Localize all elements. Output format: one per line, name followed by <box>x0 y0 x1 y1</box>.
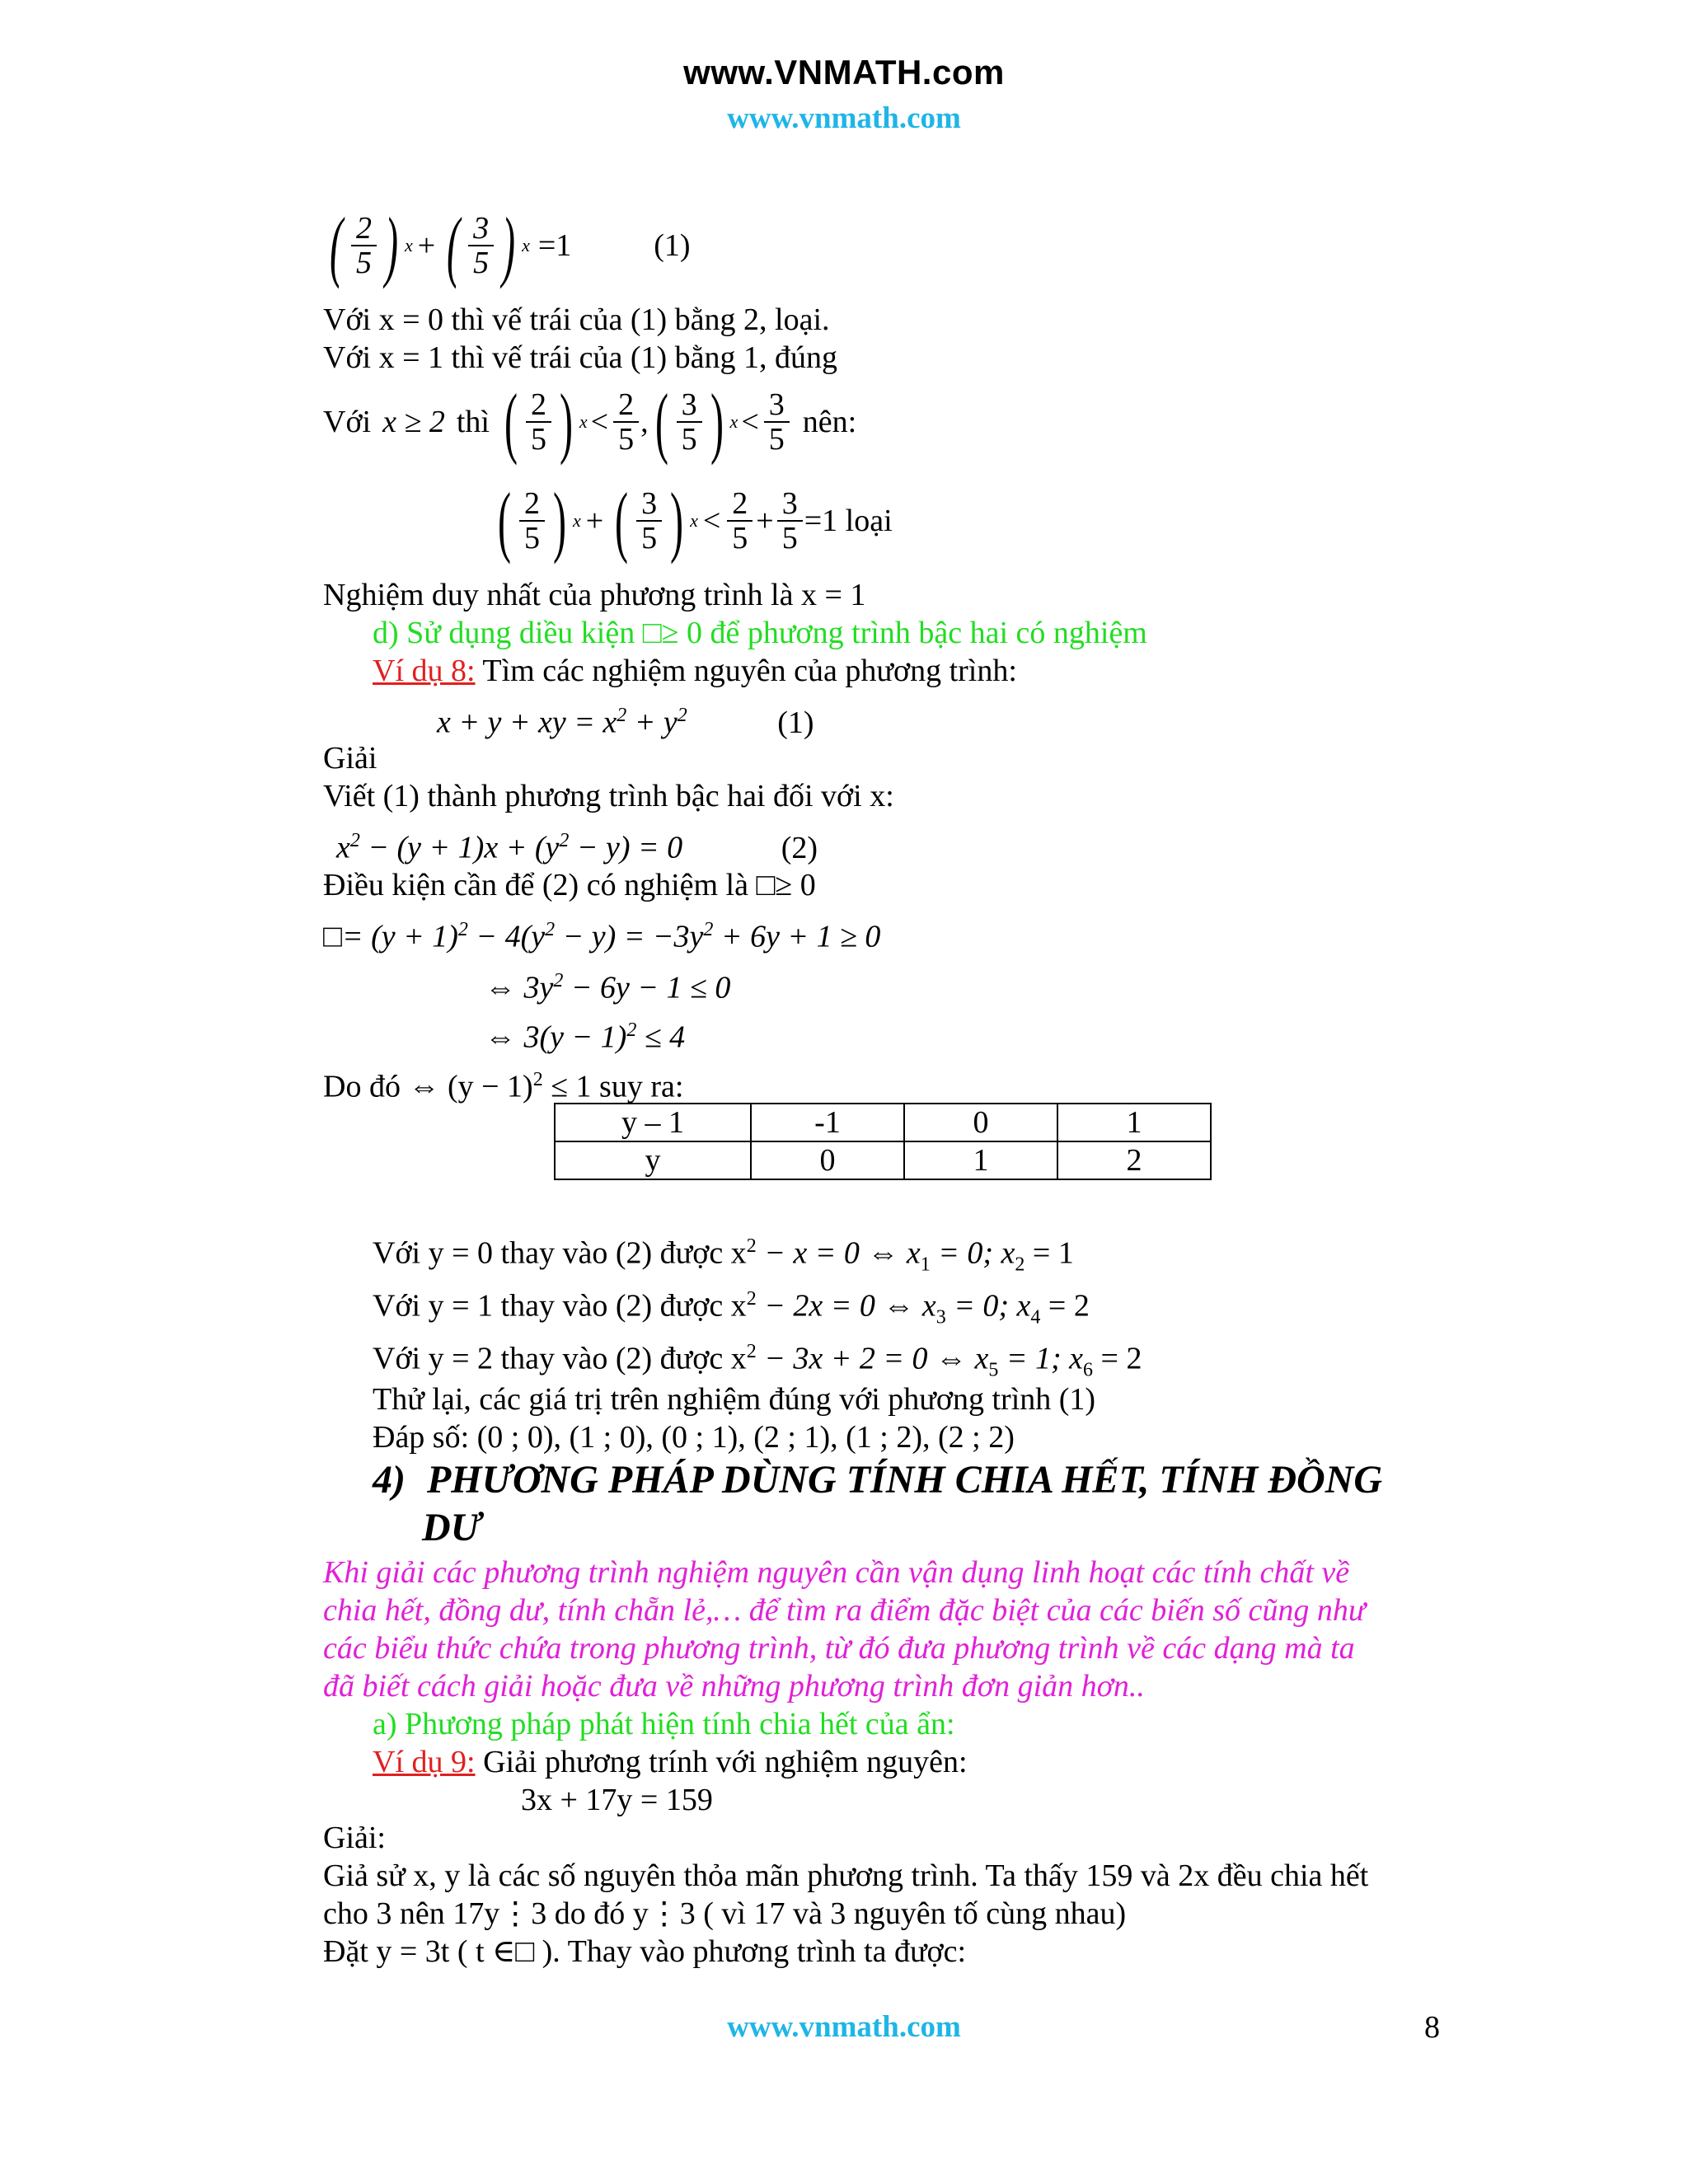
section-heading-cont: DƯ <box>422 1506 481 1549</box>
sum-inequality: ( $\frac{2}{5}$ ) x + ( $\frac{3}{5}$ ) x < $\frac{2}{5}$ + $\frac{3}{5}$ =1 loại <box>497 476 893 565</box>
table-cell: 2 <box>1057 1141 1211 1179</box>
equation-2: $x^2 - (y + 1)x + (y^2 - y) = 0$ (2) <box>336 830 818 865</box>
intro-text: Khi giải các phương trình nghiệm nguyên cần vận dụng linh hoạt các tính chất về <box>323 1555 1350 1590</box>
table-row <box>555 1141 1211 1179</box>
case-y1: Với y = 1 thay vào (2) được $x^2 - 2x = 0$ ⇔ $x_3 = 0$; $x_4 = 2$ <box>373 1288 1090 1329</box>
text-line: Thử lại, các giá trị trên nghiệm đúng với phương trình (1) <box>373 1382 1096 1417</box>
table-cell: 1 <box>904 1141 1057 1179</box>
intro-text: chia hết, đồng dư, tính chẵn lẻ,… để tìm ra điểm đặc biệt của các biến số cũng như <box>323 1593 1366 1628</box>
table-cell: -1 <box>751 1104 904 1141</box>
footer-url[interactable]: www.vnmath.com <box>727 2010 961 2044</box>
text-line: Viết (1) thành phương trình bậc hai đối với x: <box>323 779 894 813</box>
solution-label: Giải <box>323 741 377 776</box>
inequality-line: Với x ≥ 2 thì ( $\frac{2}{5}$ ) x < $\frac{2}{5}$ , ( $\frac{3}{5}$ ) x < $\frac{3}{5}$ nên: <box>323 377 857 466</box>
case-y2: Với y = 2 thay vào (2) được $x^2 - 3x + 2 = 0$ ⇔ $x_5 = 1$; $x_6 = 2$ <box>373 1341 1142 1381</box>
equation-1: ( $\frac{2}{5}$ ) x + ( $\frac{3}{5}$ ) x =1 (1) <box>329 201 691 289</box>
site-header-url[interactable]: www.vnmath.com <box>727 101 961 135</box>
section-heading: 4) PHƯƠNG PHÁP DÙNG TÍNH CHIA HẾT, TÍNH ĐỒNG <box>373 1458 1383 1502</box>
table-cell: y <box>555 1141 751 1179</box>
delta-line: □= $(y + 1)^2 - 4(y^2 - y) = -3y^2 + 6y + 1 \ge 0$ <box>323 919 881 954</box>
text-line: cho 3 nên 17y⋮3 do đó y⋮3 ( vì 17 và 3 nguyên tố cùng nhau) <box>323 1896 1127 1931</box>
equation-vd8: x + y + xy = $x^2 + y^2$ (1) <box>437 705 814 740</box>
intro-text: đã biết cách giải hoặc đưa về những phương trình đơn giản hơn.. <box>323 1669 1145 1704</box>
value-table <box>554 1103 1212 1180</box>
text-line: Giả sử x, y là các số nguyên thỏa mãn phương trình. Ta thấy 159 và 2x đều chia hết <box>323 1858 1369 1893</box>
text-line: Với x = 0 thì vế trái của (1) bằng 2, loại. <box>323 302 830 337</box>
table-cell: y – 1 <box>555 1104 751 1141</box>
table-row <box>555 1104 1211 1141</box>
equation-vd9: 3x + 17y = 159 <box>521 1783 713 1817</box>
text-line: Đặt y = 3t ( t ∈□ ). Thay vào phương trình ta được: <box>323 1934 967 1969</box>
dodo-line: Do đó ⇔ $(y - 1)^2 \le 1$ suy ra: <box>323 1069 684 1104</box>
table-cell: 0 <box>904 1104 1057 1141</box>
text-line: Điều kiện cần để (2) có nghiệm là □≥ 0 <box>323 868 816 902</box>
iff-line-1: ⇔ $3y^2 - 6y - 1 \le 0$ <box>485 970 731 1005</box>
intro-text: các biểu thức chứa trong phương trình, từ đó đưa phương trình về các dạng mà ta <box>323 1631 1355 1666</box>
example-9-label: Ví dụ 9: <box>373 1745 476 1779</box>
answer-line: Đáp số: (0 ; 0), (1 ; 0), (0 ; 1), (2 ; 1), (1 ; 2), (2 ; 2) <box>373 1420 1015 1455</box>
example-9: Ví dụ 9: Giải phương trính với nghiệm nguyên: <box>373 1745 968 1779</box>
text-line: Với x = 1 thì vế trái của (1) bằng 1, đúng <box>323 340 838 375</box>
text-line: Nghiệm duy nhất của phương trình là x = 1 <box>323 578 866 612</box>
case-y0: Với y = 0 thay vào (2) được $x^2 - x = 0$ ⇔ $x_1 = 0$; $x_2 = 1$ <box>373 1235 1074 1276</box>
example-8: Ví dụ 8: Tìm các nghiệm nguyên của phương trình: <box>373 654 1017 688</box>
iff-line-2: ⇔ $3(y - 1)^2 \le 4$ <box>485 1019 686 1055</box>
table-cell: 0 <box>751 1141 904 1179</box>
section-d: d) Sử dụng diều kiện □≥ 0 để phương trình bậc hai có nghiệm <box>373 616 1147 650</box>
example-8-label: Ví dụ 8: <box>373 654 476 688</box>
page-number: 8 <box>1424 2010 1440 2045</box>
section-a: a) Phương pháp phát hiện tính chia hết của ẩn: <box>373 1707 955 1741</box>
table-cell: 1 <box>1057 1104 1211 1141</box>
site-header-title[interactable]: www.VNMATH.com <box>683 53 1005 91</box>
solution-label: Giải: <box>323 1821 386 1855</box>
